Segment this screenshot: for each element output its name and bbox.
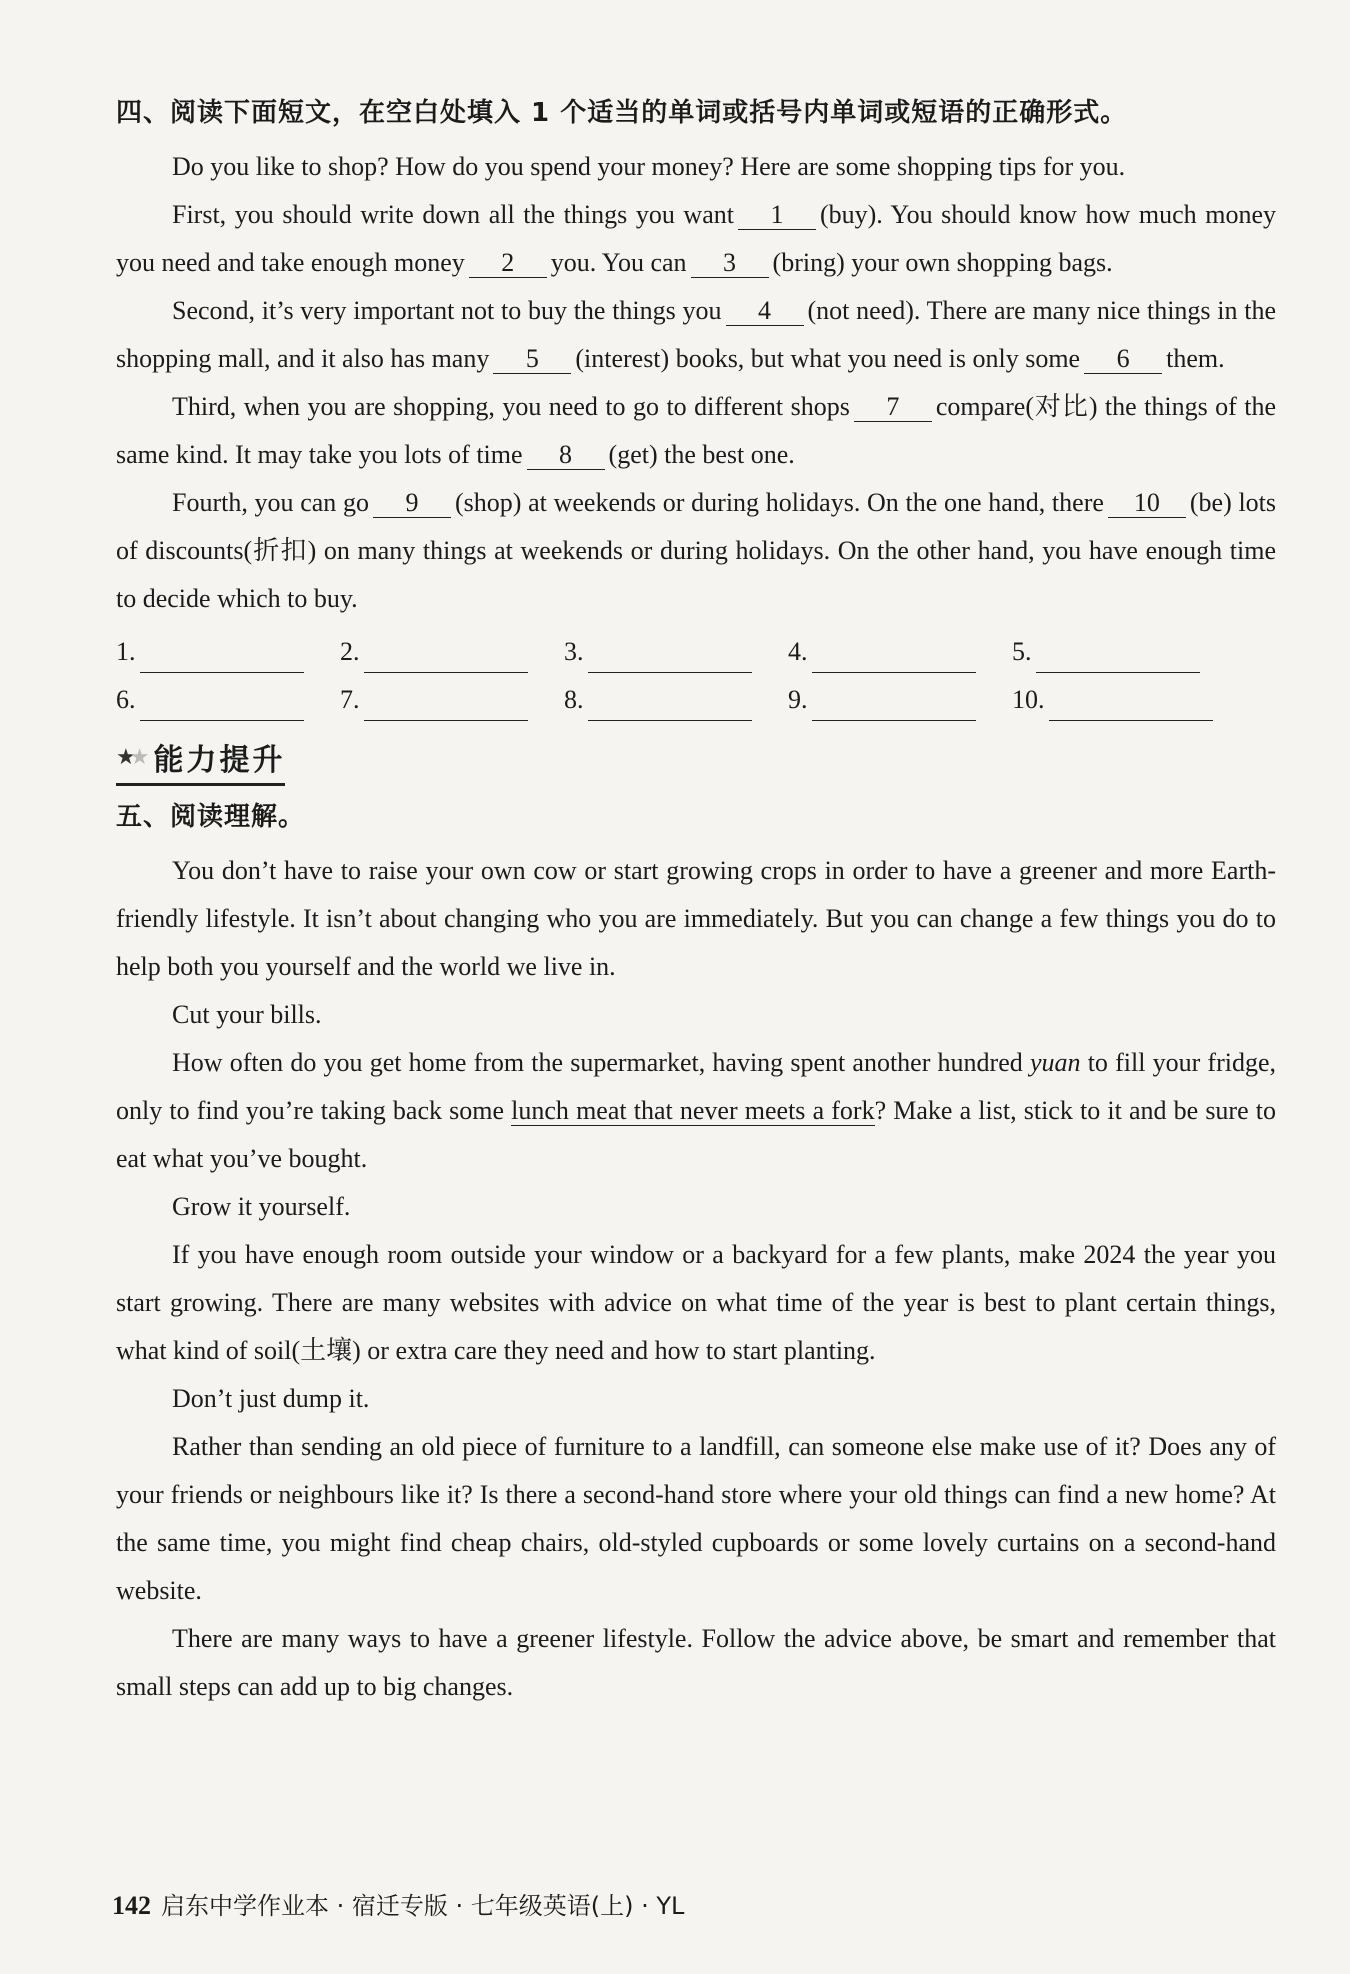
- blank-1: 1: [738, 201, 816, 230]
- section4-paragraph-2: First, you should write down all the things you want 1 (buy). You should know how much money you need and take enough money 2 you. You can 3 (bring) your own shopping bags.: [116, 200, 1276, 277]
- answer-slot[interactable]: 2.: [340, 631, 564, 673]
- stars-icon: ★★: [116, 744, 144, 769]
- blank-3: 3: [691, 249, 769, 278]
- blank-10: 10: [1108, 489, 1186, 518]
- page-number: 142: [112, 1891, 151, 1920]
- ability-banner: [116, 735, 285, 786]
- section5-heading: 五、阅读理解。: [116, 802, 306, 832]
- book-title: 启东中学作业本 · 宿迁专版 · 七年级英语(上) · YL: [161, 1892, 685, 1920]
- blank-8: 8: [527, 441, 605, 470]
- answer-slot[interactable]: 10.: [1012, 679, 1236, 721]
- section5-subheading-2: Grow it yourself.: [172, 1192, 351, 1221]
- blank-2: 2: [469, 249, 547, 278]
- banner-title: 能力提升: [153, 743, 286, 778]
- section5-paragraph-1: You don’t have to raise your own cow or start growing crops in order to have a greener and more Earth-friendly lifestyle. It isn’t about changing who you are immediately. But you can change a few things you do to help both you yourself and the world we live in.: [116, 856, 1276, 981]
- section4-heading: 四、阅读下面短文，在空白处填入 1 个适当的单词或括号内单词或短语的正确形式。: [116, 98, 1128, 128]
- answer-slot[interactable]: 7.: [340, 679, 564, 721]
- section4-paragraph-1: Do you like to shop? How do you spend your money? Here are some shopping tips for you.: [172, 152, 1126, 181]
- blank-5: 5: [493, 345, 571, 374]
- underlined-phrase: lunch meat that never meets a fork: [511, 1096, 875, 1125]
- section5-paragraph-2: How often do you get home from the supermarket, having spent another hundred yuan to fill your fridge, only to find you’re taking back some lunch meat that never meets a fork? Make a list, stick to it and be sure to eat what you’ve bought.: [116, 1048, 1277, 1173]
- section5-subheading-1: Cut your bills.: [172, 1000, 322, 1029]
- section5-subheading-3: Don’t just dump it.: [172, 1384, 370, 1413]
- section5-paragraph-3: If you have enough room outside your window or a backyard for a few plants, make 2024 the year you start growing. There are many websites with advice on what time of the year is best to plant certain things, what kind of soil(土壤) or extra care they need and how to start planting.: [116, 1240, 1276, 1365]
- blank-9: 9: [373, 489, 451, 518]
- answer-slot[interactable]: 3.: [564, 631, 788, 673]
- answer-slot[interactable]: 9.: [788, 679, 1012, 721]
- section5-paragraph-4: Rather than sending an old piece of furniture to a landfill, can someone else make use of it? Does any of your friends or neighbours like it? Is there a second-hand store where your old things can find a new home? At the same time, you might find cheap chairs, old-styled cupboards or some lovely curtains on a second-hand website.: [116, 1432, 1276, 1605]
- page-footer: [112, 1886, 684, 1921]
- blank-6: 6: [1084, 345, 1162, 374]
- blank-4: 4: [726, 297, 804, 326]
- answer-grid: [116, 631, 1276, 721]
- section4-paragraph-3: Second, it’s very important not to buy the things you 4 (not need). There are many nice things in the shopping mall, and it also has many 5 (interest) books, but what you need is only some 6 them.: [116, 296, 1276, 373]
- section4-paragraph-5: Fourth, you can go 9 (shop) at weekends or during holidays. On the one hand, there 10 (be) lots of discounts(折扣) on many things at weekends or during holidays. On the other hand, you have enough time to decide which to buy.: [116, 488, 1277, 613]
- page-content: [116, 92, 1276, 1711]
- answer-slot[interactable]: 4.: [788, 631, 1012, 673]
- section4-paragraph-4: Third, when you are shopping, you need to go to different shops 7 compare(对比) the things of the same kind. It may take you lots of time 8 (get) the best one.: [116, 392, 1276, 469]
- answer-slot[interactable]: 6.: [116, 679, 340, 721]
- blank-7: 7: [854, 393, 932, 422]
- answer-slot[interactable]: 1.: [116, 631, 340, 673]
- answer-slot[interactable]: 5.: [1012, 631, 1236, 673]
- answer-slot[interactable]: 8.: [564, 679, 788, 721]
- section5-paragraph-5: There are many ways to have a greener lifestyle. Follow the advice above, be smart and remember that small steps can add up to big changes.: [116, 1624, 1276, 1701]
